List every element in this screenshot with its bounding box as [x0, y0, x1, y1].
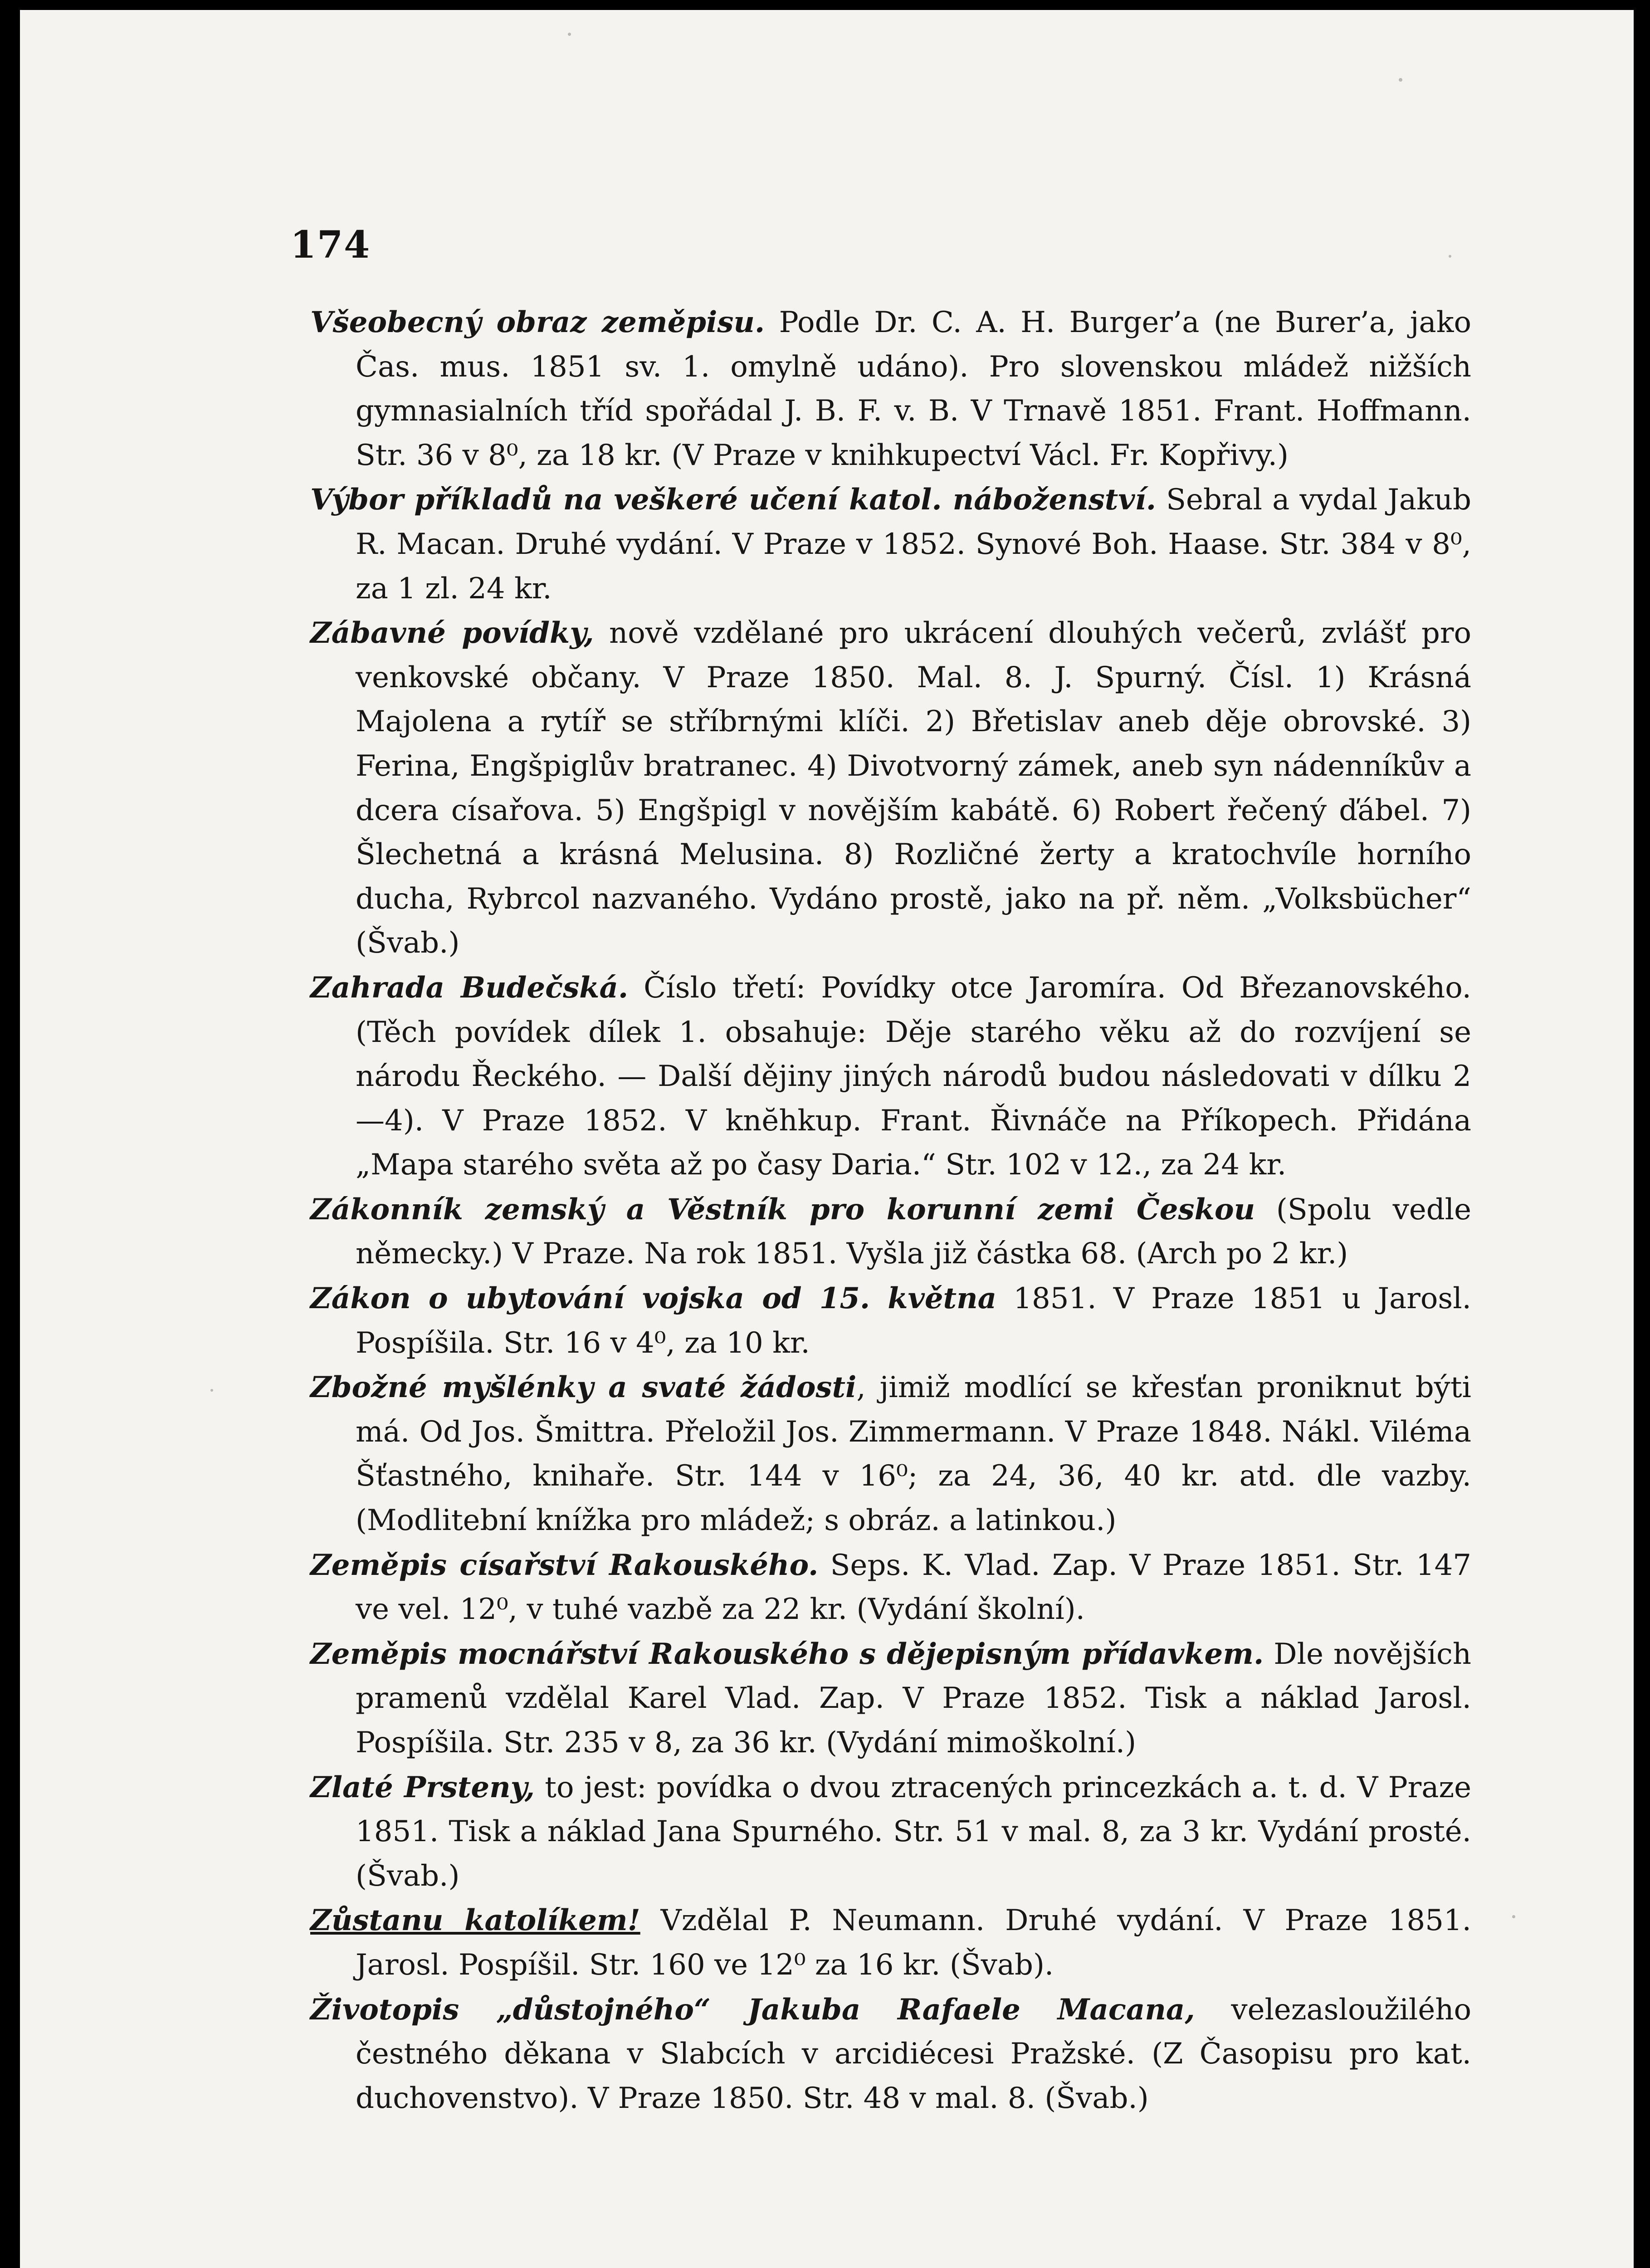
entry-body: nově vzdělané pro ukrácení dlouhých večerů, zvlášť pro venkovské občany. V Praze 1850. Mal. 8. J. Spurný. Čísl. 1) Krásná Majolena a rytíř se stříbrnými klíči. 2) Břetislav aneb děje obrovské. 3) Ferina, Engšpiglův bratranec. 4) Divotvorný zámek, aneb syn nádenníkův a dcera císařova. 5) Engšpigl v novějším kabátě. 6) Robert řečený ďábel. 7) Šlechetná a krásná Melusina. 8) Rozličné žerty a kratochvíle horního ducha, Rybrcol nazvaného. Vydáno prostě, jako na př. něm. „Volksbücher“ (Švab.) — [356, 616, 1472, 960]
entry-title: Zeměpis mocnářství Rakouského s dějepisným přídavkem. — [310, 1637, 1264, 1671]
book-page — [20, 10, 1634, 2268]
entry-title: Zahrada Budečská. — [310, 970, 629, 1005]
entry-body: velezasloužilého čestného děkana v Slabcích v arcidiécesi Pražské. (Z Časopisu pro kat. duchovenstvo). V Praze 1850. Str. 48 v mal. 8. (Švab.) — [356, 1993, 1472, 2115]
entry-title: Zeměpis císařství Rakouského. — [310, 1548, 819, 1582]
bibliography-entry — [310, 1276, 1471, 1365]
entry-body: 1851. V Praze 1851 u Jarosl. Pospíšila. Str. 16 v 4⁰, za 10 kr. — [356, 1282, 1471, 1360]
entry-body: to jest: povídka o dvou ztracených princezkách a. t. d. V Praze 1851. Tisk a náklad Jana Spurného. Str. 51 v mal. 8, za 3 kr. Vydání prosté. (Švab.) — [356, 1770, 1472, 1893]
entry-title: Životopis „důstojného“ Jakuba Rafaele Macana, — [310, 1992, 1195, 2027]
entry-title: Zákon o ubytování vojska od 15. května — [310, 1281, 997, 1316]
bibliography-entry — [310, 1988, 1471, 2121]
entry-title: Zůstanu katolíkem! — [310, 1903, 640, 1938]
entry-title: Zákonník zemský a Věstník pro korunní zemi Českou — [310, 1192, 1255, 1227]
bibliography-entry — [310, 1188, 1471, 1276]
entry-body: (Spolu vedle německy.) V Praze. Na rok 1851. Vyšla již částka 68. (Arch po 2 kr.) — [356, 1193, 1472, 1271]
entry-body: Číslo třetí: Povídky otce Jaromíra. Od Březanovského. (Těch povídek dílek 1. obsahuje: Děje starého věku až do rozvíjení se národu Řeckého. — Další dějiny jiných národů budou následovati v dílku 2—4). V Praze 1852. V knĕhkup. Frant. Řivnáče na Příkopech. Přidána „Mapa starého světa až po časy Daria.“ Str. 102 v 12., za 24 kr. — [356, 971, 1472, 1182]
entry-body: Vzdělal P. Neumann. Druhé vydání. V Praze 1851. Jarosl. Pospíšil. Str. 160 ve 12⁰ za 16 kr. (Švab). — [356, 1904, 1472, 1982]
entry-title: Výbor příkladů na veškeré učení katol. náboženství. — [310, 483, 1157, 517]
bibliography-entry — [310, 1898, 1471, 1987]
bibliography-entry — [310, 478, 1471, 611]
bibliography-list — [310, 300, 1471, 2121]
paper-speck — [1399, 78, 1402, 82]
bibliography-entry — [310, 1543, 1471, 1632]
entry-title: Zlaté Prsteny, — [310, 1770, 535, 1804]
entry-body: , jimiž modlící se křesťan proniknut býti má. Od Jos. Šmittra. Přeložil Jos. Zimmermann. V Praze 1848. Nákl. Viléma Šťastného, knihaře. Str. 144 v 16⁰; za 24, 36, 40 kr. atd. dle vazby. (Modlitební knížka pro mládež; s obráz. a latinkou.) — [356, 1371, 1471, 1538]
entry-title: Zbožné myšlénky a svaté žádosti — [310, 1370, 857, 1405]
bibliography-entry — [310, 1365, 1471, 1543]
page-number: 174 — [290, 223, 371, 267]
entry-body: Podle Dr. C. A. H. Burger’a (ne Burer’a, jako Čas. mus. 1851 sv. 1. omylně udáno). Pro slovenskou mládež nižších gymnasialních tříd spořádal J. B. F. v. B. V Trnavě 1851. Frant. Hoffmann. Str. 36 v 8⁰, za 18 kr. (V Praze v knihkupectví Václ. Fr. Kopřivy.) — [356, 306, 1472, 472]
paper-speck — [1512, 1915, 1515, 1918]
entry-body: Seps. K. Vlad. Zap. V Praze 1851. Str. 147 ve vel. 12⁰, v tuhé vazbě za 22 kr. (Vydání školní). — [356, 1548, 1472, 1627]
bibliography-entry — [310, 1765, 1471, 1899]
bibliography-entry — [310, 966, 1471, 1188]
paper-speck — [1449, 255, 1451, 258]
entry-body: Dle novějších pramenů vzdělal Karel Vlad. Zap. V Praze 1852. Tisk a náklad Jarosl. Pospíšila. Str. 235 v 8, za 36 kr. (Vydání mimoškolní.) — [356, 1637, 1472, 1760]
paper-speck — [568, 33, 571, 36]
bibliography-entry — [310, 611, 1471, 966]
paper-speck — [210, 1389, 213, 1392]
bibliography-entry — [310, 1632, 1471, 1765]
entry-body: Sebral a vydal Jakub R. Macan. Druhé vydání. V Praze v 1852. Synové Boh. Haase. Str. 384 v 8⁰, za 1 zl. 24 kr. — [356, 483, 1471, 606]
entry-title: Všeobecný obraz zeměpisu. — [310, 305, 765, 339]
entry-title: Zábavné povídky, — [310, 616, 594, 650]
bibliography-entry — [310, 300, 1471, 478]
